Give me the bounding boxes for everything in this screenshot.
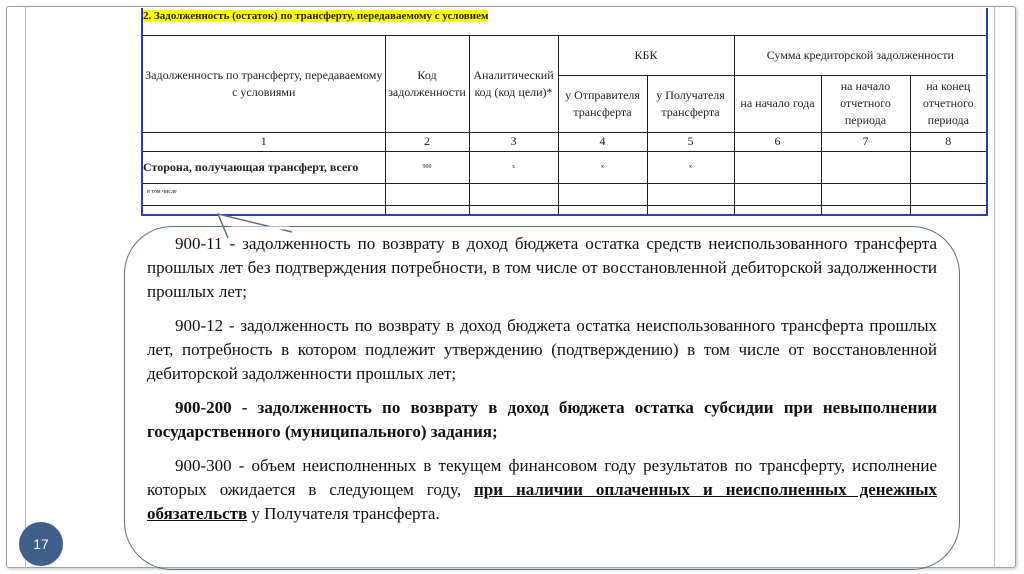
page-number-badge: 17 (19, 522, 63, 566)
row-including-label: в том числе (142, 183, 385, 205)
paragraph-900-300-start: 900-300 - объем неисполненных в текущем финансовом году результатов по трансферту, исполнение которых ожидается в следующем году, (147, 456, 937, 499)
row-total-code: 900 (385, 151, 469, 183)
header-analytic: Аналитический код (код цели)* (469, 35, 558, 132)
column-number: 3 (469, 132, 558, 151)
row-total-analytic: x (469, 151, 558, 183)
column-number: 4 (558, 132, 647, 151)
form-title: 2. Задолженность (остаток) по трансферту, передаваемому с условием (142, 8, 987, 35)
header-kbk: КБК (558, 35, 734, 75)
header-sum-start-period: на начало отчетного периода (821, 75, 910, 132)
paragraph-900-12: 900-12 - задолженность по возврату в доход бюджета остатка неиспользованного трансферта прошлых лет, потребность в котором подлежит утверждению (подтверждению) в том числе от восстановленной дебиторской задолженности прошлых лет; (147, 316, 937, 383)
column-number: 5 (647, 132, 734, 151)
explanation-text (147, 232, 937, 536)
header-kbk-sender: у Отправителя трансферта (558, 75, 647, 132)
column-number: 8 (910, 132, 987, 151)
header-code: Код задолженности (385, 35, 469, 132)
paragraph-900-300-underlined: при наличии оплаченных и неисполненных денежных обязательств (147, 480, 937, 523)
row-total-label: Сторона, получающая трансферт, всего (142, 151, 385, 183)
column-number: 7 (821, 132, 910, 151)
paragraph-900-300-end: у Получателя трансферта. (247, 504, 440, 523)
row-total-kbk-receiver: x (647, 151, 734, 183)
header-debt: Задолженность по трансферту, передаваемому с условиями (142, 35, 385, 132)
header-sum-start-year: на начало года (734, 75, 821, 132)
column-number: 2 (385, 132, 469, 151)
column-number: 1 (142, 132, 385, 151)
paragraph-900-11: 900-11 - задолженность по возврату в доход бюджета остатка средств неиспользованного трансферта прошлых лет без подтверждения потребности, в том числе от восстановленной дебиторской задолженности прошлых лет; (147, 234, 937, 301)
header-sum-end-period: на конец отчетного периода (910, 75, 987, 132)
paragraph-900-300 (147, 454, 937, 526)
row-total-kbk-sender: x (558, 151, 647, 183)
paragraph-900-200: 900-200 - задолженность по возврату в доход бюджета остатка субсидии при невыполнении государственного (муниципального) задания; (147, 398, 937, 441)
column-number: 6 (734, 132, 821, 151)
header-kbk-receiver: у Получателя трансферта (647, 75, 734, 132)
header-sum: Сумма кредиторской задолженности (734, 35, 987, 75)
